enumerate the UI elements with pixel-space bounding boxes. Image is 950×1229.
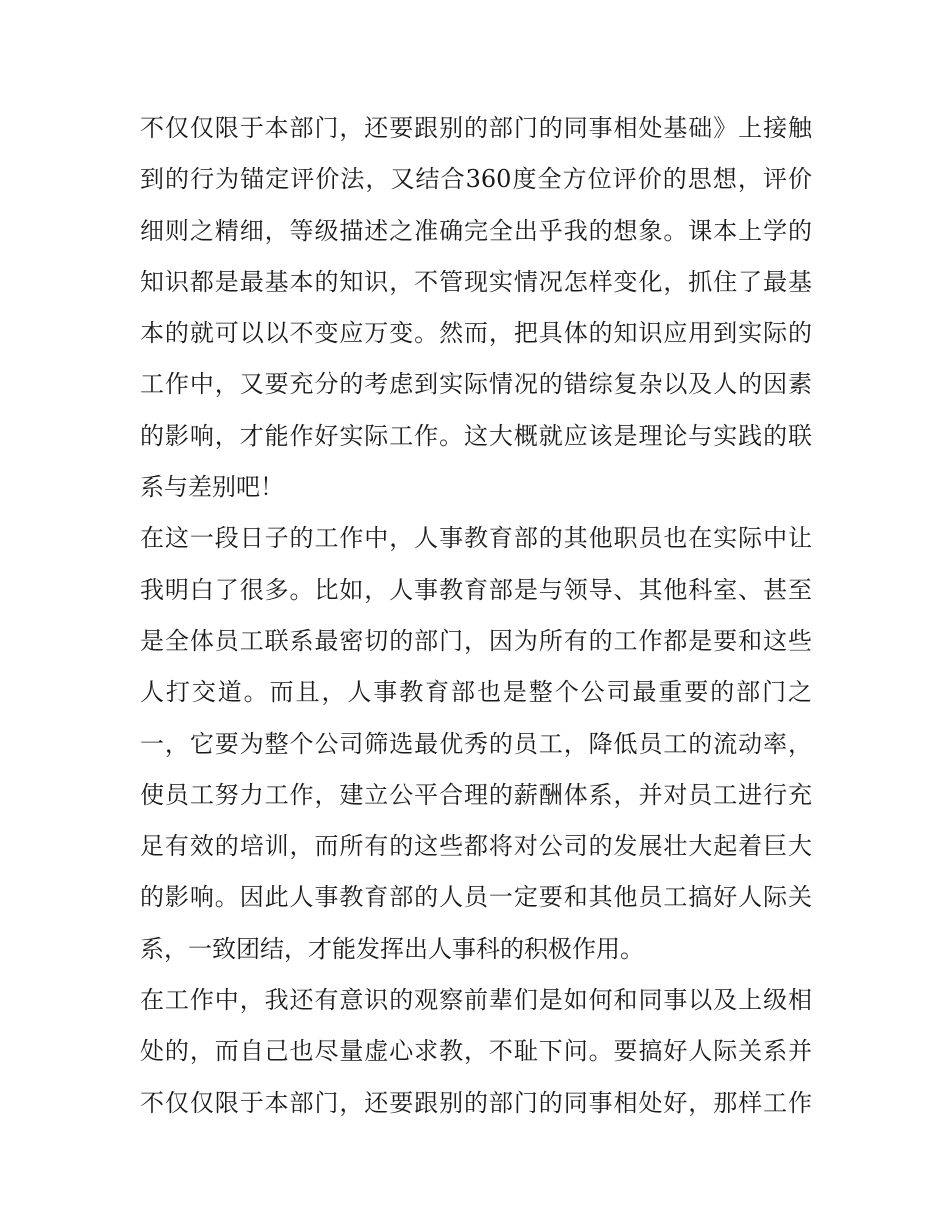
- text-line: 在工作中，我还有意识的观察前辈们是如何和同事以及上级相: [140, 986, 812, 1015]
- paragraph-1: [140, 103, 812, 513]
- text-line: 足有效的培训，而所有的这些都将对公司的发展壮大起着巨大: [140, 832, 812, 861]
- text-line: 本的就可以以不变应万变。然而，把具体的知识应用到实际的: [140, 319, 812, 348]
- text-line: 一，它要为整个公司筛选最优秀的员工，降低员工的流动率，: [140, 729, 812, 758]
- text-line: 处的，而自己也尽量虚心求教，不耻下问。要搞好人际关系并: [140, 1037, 812, 1066]
- text-line: 细则之精细，等级描述之准确完全出乎我的想象。课本上学的: [140, 216, 812, 245]
- paragraph-3: [140, 975, 812, 1129]
- text-line: 知识都是最基本的知识，不管现实情况怎样变化，抓住了最基: [140, 267, 812, 296]
- text-line: 的影响。因此人事教育部的人员一定要和其他员工搞好人际关: [140, 883, 812, 912]
- document-body: [140, 103, 812, 1129]
- text-line: 人打交道。而且，人事教育部也是整个公司最重要的部门之: [140, 678, 812, 707]
- text-line: 到的行为锚定评价法，又结合360度全方位评价的思想，评价: [140, 165, 812, 194]
- text-line: 在这一段日子的工作中，人事教育部的其他职员也在实际中让: [140, 524, 812, 553]
- text-line: 系与差别吧！: [140, 473, 284, 502]
- text-line: 我明白了很多。比如，人事教育部是与领导、其他科室、甚至: [140, 575, 812, 604]
- text-line: 系，一致团结，才能发挥出人事科的积极作用。: [140, 934, 644, 963]
- paragraph-2: [140, 513, 812, 975]
- text-line: 使员工努力工作，建立公平合理的薪酬体系，并对员工进行充: [140, 780, 812, 809]
- text-line: 不仅仅限于本部门，还要跟别的部门的同事相处基础》上接触: [140, 114, 812, 142]
- text-line: 不仅仅限于本部门，还要跟别的部门的同事相处好，那样工作: [140, 1088, 812, 1117]
- text-line: 工作中，又要充分的考虑到实际情况的错综复杂以及人的因素: [140, 370, 812, 399]
- text-line: 的影响，才能作好实际工作。这大概就应该是理论与实践的联: [140, 421, 812, 450]
- text-line: 是全体员工联系最密切的部门，因为所有的工作都是要和这些: [140, 626, 812, 655]
